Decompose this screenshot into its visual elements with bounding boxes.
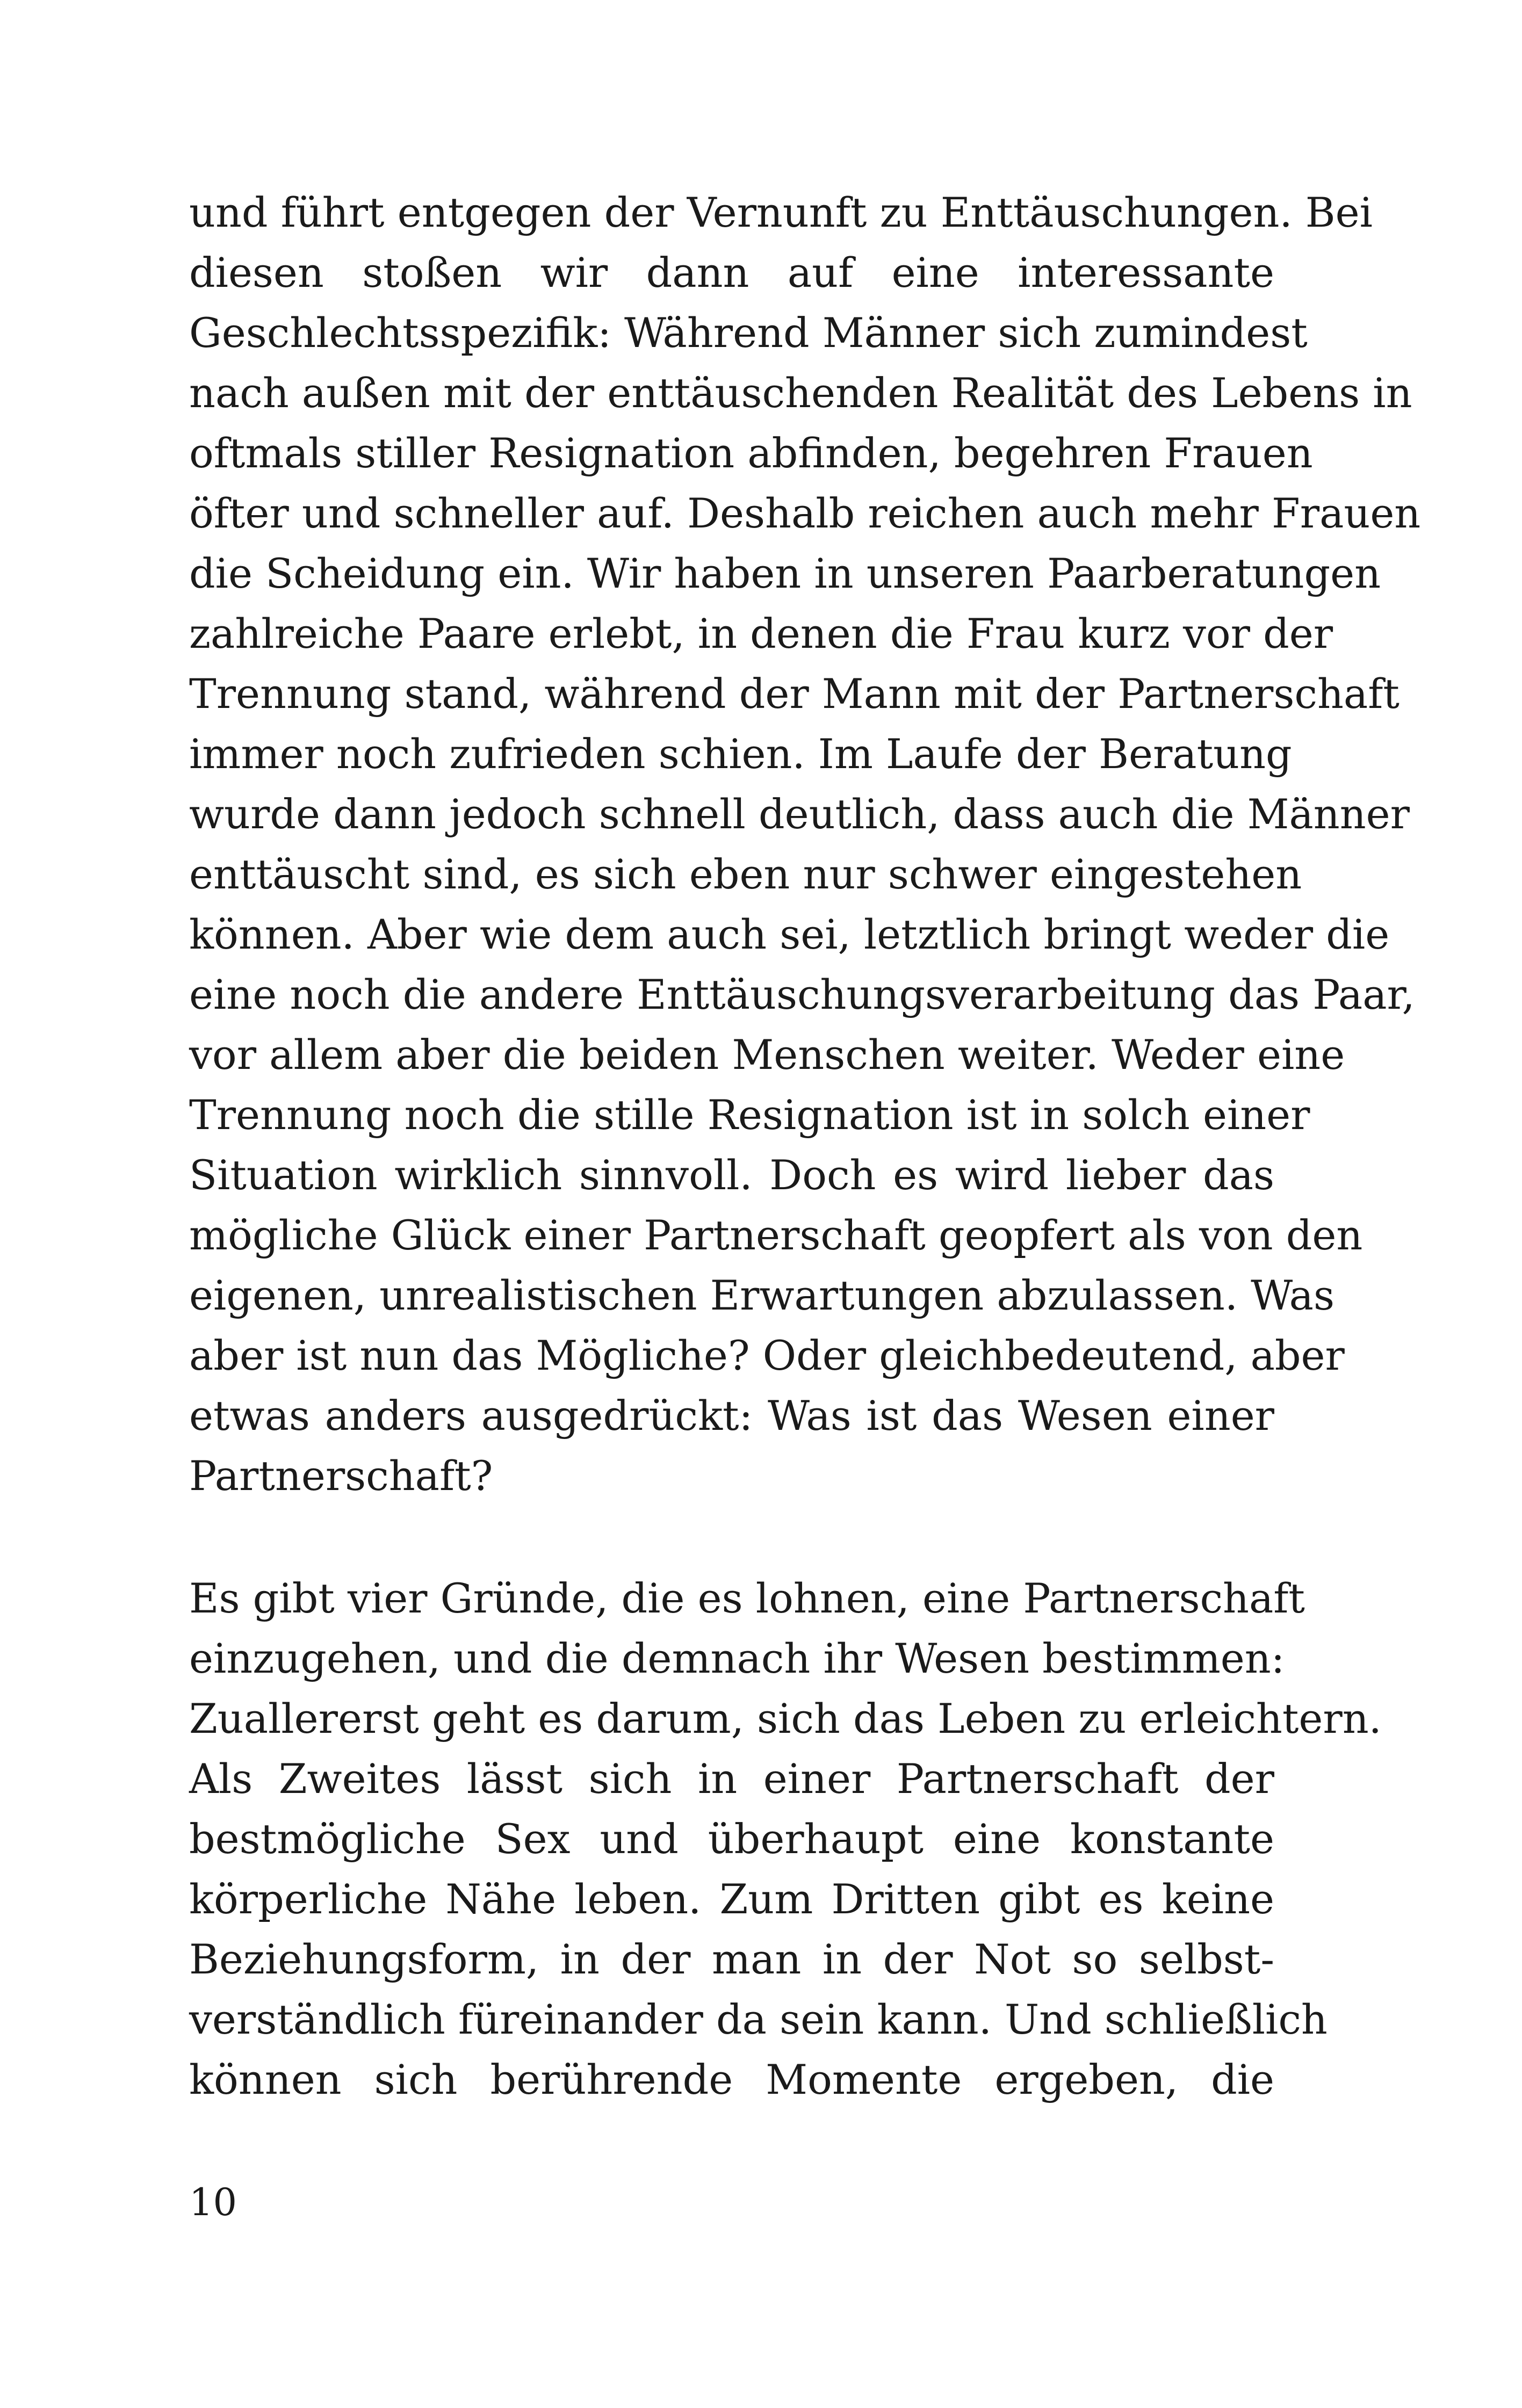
text-line: aber ist nun das Mögliche? Oder gleichbedeutend, aber — [189, 1332, 1345, 1379]
text-line: können sich berührende Momente ergeben, die — [189, 2056, 1274, 2103]
text-line: Trennung stand, während der Mann mit der Partnerschaft — [189, 670, 1400, 718]
page-number: 10 — [189, 2180, 237, 2224]
text-line: einzugehen, und die demnach ihr Wesen bestimmen: — [189, 1635, 1285, 1682]
text-line: Geschlechtsspezifik: Während Männer sich zumindest — [189, 309, 1308, 357]
text-line: körperliche Nähe leben. Zum Dritten gibt es keine — [189, 1875, 1274, 1923]
text-line: oftmals stiller Resignation abfinden, begehren Frauen — [189, 429, 1313, 477]
text-line: Als Zweites lässt sich in einer Partnerschaft der — [189, 1755, 1274, 1803]
text-line: etwas anders ausgedrückt: Was ist das Wesen einer — [189, 1392, 1274, 1440]
text-line: Es gibt vier Gründe, die es lohnen, eine Partnerschaft — [189, 1574, 1305, 1622]
text-line: nach außen mit der enttäuschenden Realität des Lebens in — [189, 369, 1412, 417]
text-line: und führt entgegen der Vernunft zu Enttäuschungen. Bei — [189, 189, 1373, 236]
text-line: enttäuscht sind, es sich eben nur schwer eingestehen — [189, 850, 1302, 898]
text-line: mögliche Glück einer Partnerschaft geopfert als von den — [189, 1211, 1363, 1259]
text-line: die Scheidung ein. Wir haben in unseren Paarberatungen — [189, 549, 1381, 597]
paragraph-2 — [189, 1568, 1382, 2110]
text-line: Situation wirklich sinnvoll. Doch es wird lieber das — [189, 1151, 1274, 1199]
text-line: bestmögliche Sex und überhaupt eine konstante — [189, 1815, 1274, 1863]
text-line: vor allem aber die beiden Menschen weiter. Weder eine — [189, 1031, 1345, 1079]
text-line: eigenen, unrealistischen Erwartungen abzulassen. Was — [189, 1271, 1335, 1319]
paragraph-1 — [189, 183, 1421, 1506]
text-line: Trennung noch die stille Resignation ist in solch einer — [189, 1091, 1310, 1139]
text-line: können. Aber wie dem auch sei, letztlich bringt weder die — [189, 910, 1390, 958]
text-line: diesen stoßen wir dann auf eine interessante — [189, 249, 1274, 297]
text-line: wurde dann jedoch schnell deutlich, dass auch die Männer — [189, 790, 1410, 838]
text-line: eine noch die andere Enttäuschungsverarbeitung das Paar, — [189, 971, 1415, 1018]
text-line: Partnerschaft? — [189, 1452, 493, 1500]
text-line: immer noch zufrieden schien. Im Laufe der Beratung — [189, 730, 1292, 778]
text-line: Zuallererst geht es darum, sich das Leben zu erleichtern. — [189, 1695, 1382, 1742]
text-line: verständlich füreinander da sein kann. Und schließlich — [189, 1995, 1328, 2043]
text-line: öfter und schneller auf. Deshalb reichen auch mehr Frauen — [189, 489, 1421, 537]
text-line: zahlreiche Paare erlebt, in denen die Frau kurz vor der — [189, 610, 1333, 657]
text-line: Beziehungsform, in der man in der Not so selbst- — [189, 1935, 1274, 1983]
